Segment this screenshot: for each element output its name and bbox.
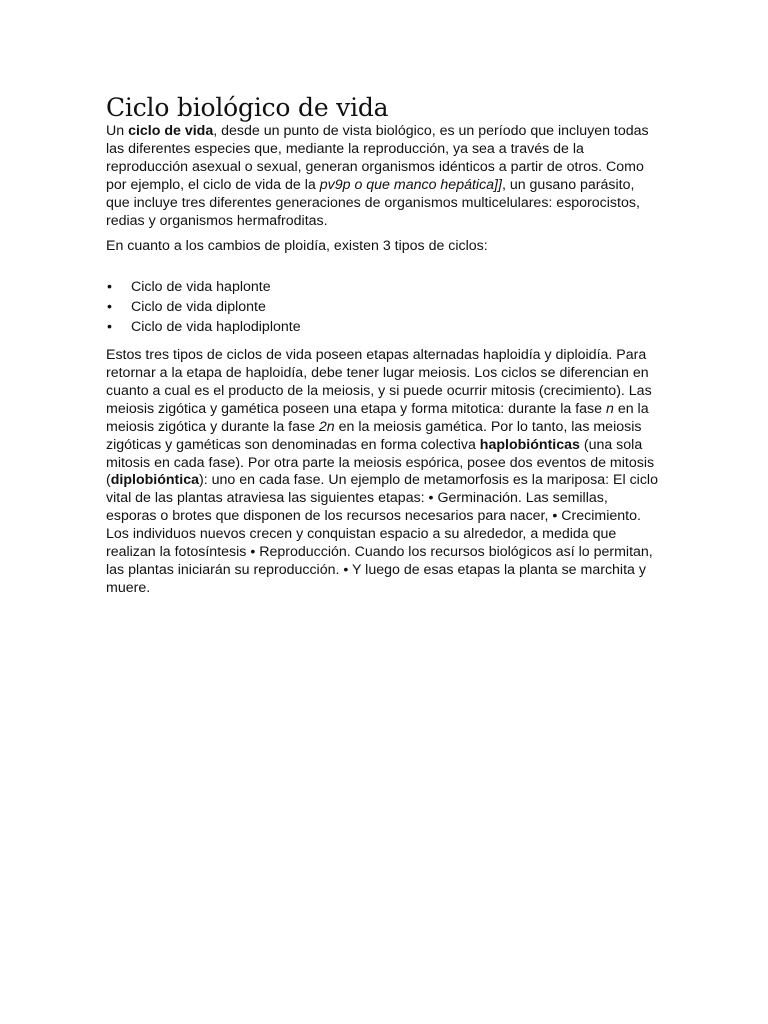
list-item: [106, 318, 662, 338]
ploidy-paragraph: En cuanto a los cambios de ploidía, existen 3 tipos de ciclos:: [106, 238, 488, 255]
main-text-3: en la meiosis gamética. Por lo tanto, las meiosis zigóticas y gaméticas son denominadas en forma colectiva: [106, 418, 642, 453]
main-paragraph: [106, 347, 662, 598]
bullet-icon: •: [107, 318, 112, 335]
cycle-types-list: [106, 278, 662, 337]
document-page: [106, 92, 662, 598]
main-text-2: en la meiosis zigótica y durante la fase: [106, 400, 649, 435]
intro-bold-term: ciclo de vida: [128, 123, 214, 139]
intro-text-3: , un gusano parásito, que incluye tres diferentes generaciones de organismos multicelulares: esporocistos, redias y organismos hermafroditas.: [106, 176, 640, 229]
main-italic-2n: 2n: [318, 418, 335, 435]
list-item: [106, 278, 662, 298]
intro-text-1: Un: [106, 123, 129, 139]
main-text-1: Estos tres tipos de ciclos de vida poseen etapas alternadas haploidía y diploidía. Para retornar a la etapa de haploidía, debe tener lugar meiosis. Los ciclos se diferencian en cuanto a cual es el producto de la meiosis, y si puede ocurrir mitosis (crecimiento). Las meiosis zigótica y gamética poseen una etapa y forma mitotica: durante la fase: [106, 347, 652, 417]
main-text-5: ): uno en cada fase. Un ejemplo de metamorfosis es la mariposa: El ciclo vital de las plantas atraviesa las siguientes etapas: • Germinación. Las semillas, esporas o brotes que disponen de los recursos necesarios para nacer, • Crecimiento. Los individuos nuevos crecen y conquistan espacio a su alrededor, a medida que realizan la fotosíntesis • Reproducción. Cuando los recursos biológicos así lo permitan, las plantas iniciarán su reproducción. • Y luego de esas etapas la planta se marchita y muere.: [106, 472, 658, 596]
bullet-icon: •: [107, 279, 112, 296]
main-italic-n: n: [605, 400, 614, 417]
page-title: Ciclo biológico de vida: [106, 93, 389, 122]
list-item-label: Ciclo de vida haplonte: [131, 279, 271, 296]
list-item: [106, 298, 662, 318]
list-item-label: Ciclo de vida haplodiplonte: [131, 318, 301, 335]
intro-italic-term: pv9p o que manco hepática]]: [319, 176, 502, 193]
bullet-icon: •: [107, 298, 112, 315]
intro-paragraph: [106, 123, 662, 230]
intro-text-2: , desde un punto de vista biológico, es un período que incluyen todas las diferentes especies que, mediante la reproducción, ya sea a través de la reproducción asexual o sexual, generan organismos idénticos a partir de otros. Como por ejemplo, el ciclo de vida de la: [106, 123, 649, 193]
main-bold-haplobionticas: haplobiónticas: [479, 436, 580, 453]
main-bold-diplobiontica: diplobióntica: [110, 472, 200, 489]
main-text-4: (una sola mitosis en cada fase). Por otra parte la meiosis espórica, posee dos eventos de mitosis (: [106, 436, 655, 489]
document-body: [106, 123, 662, 598]
list-item-label: Ciclo de vida diplonte: [131, 298, 266, 315]
